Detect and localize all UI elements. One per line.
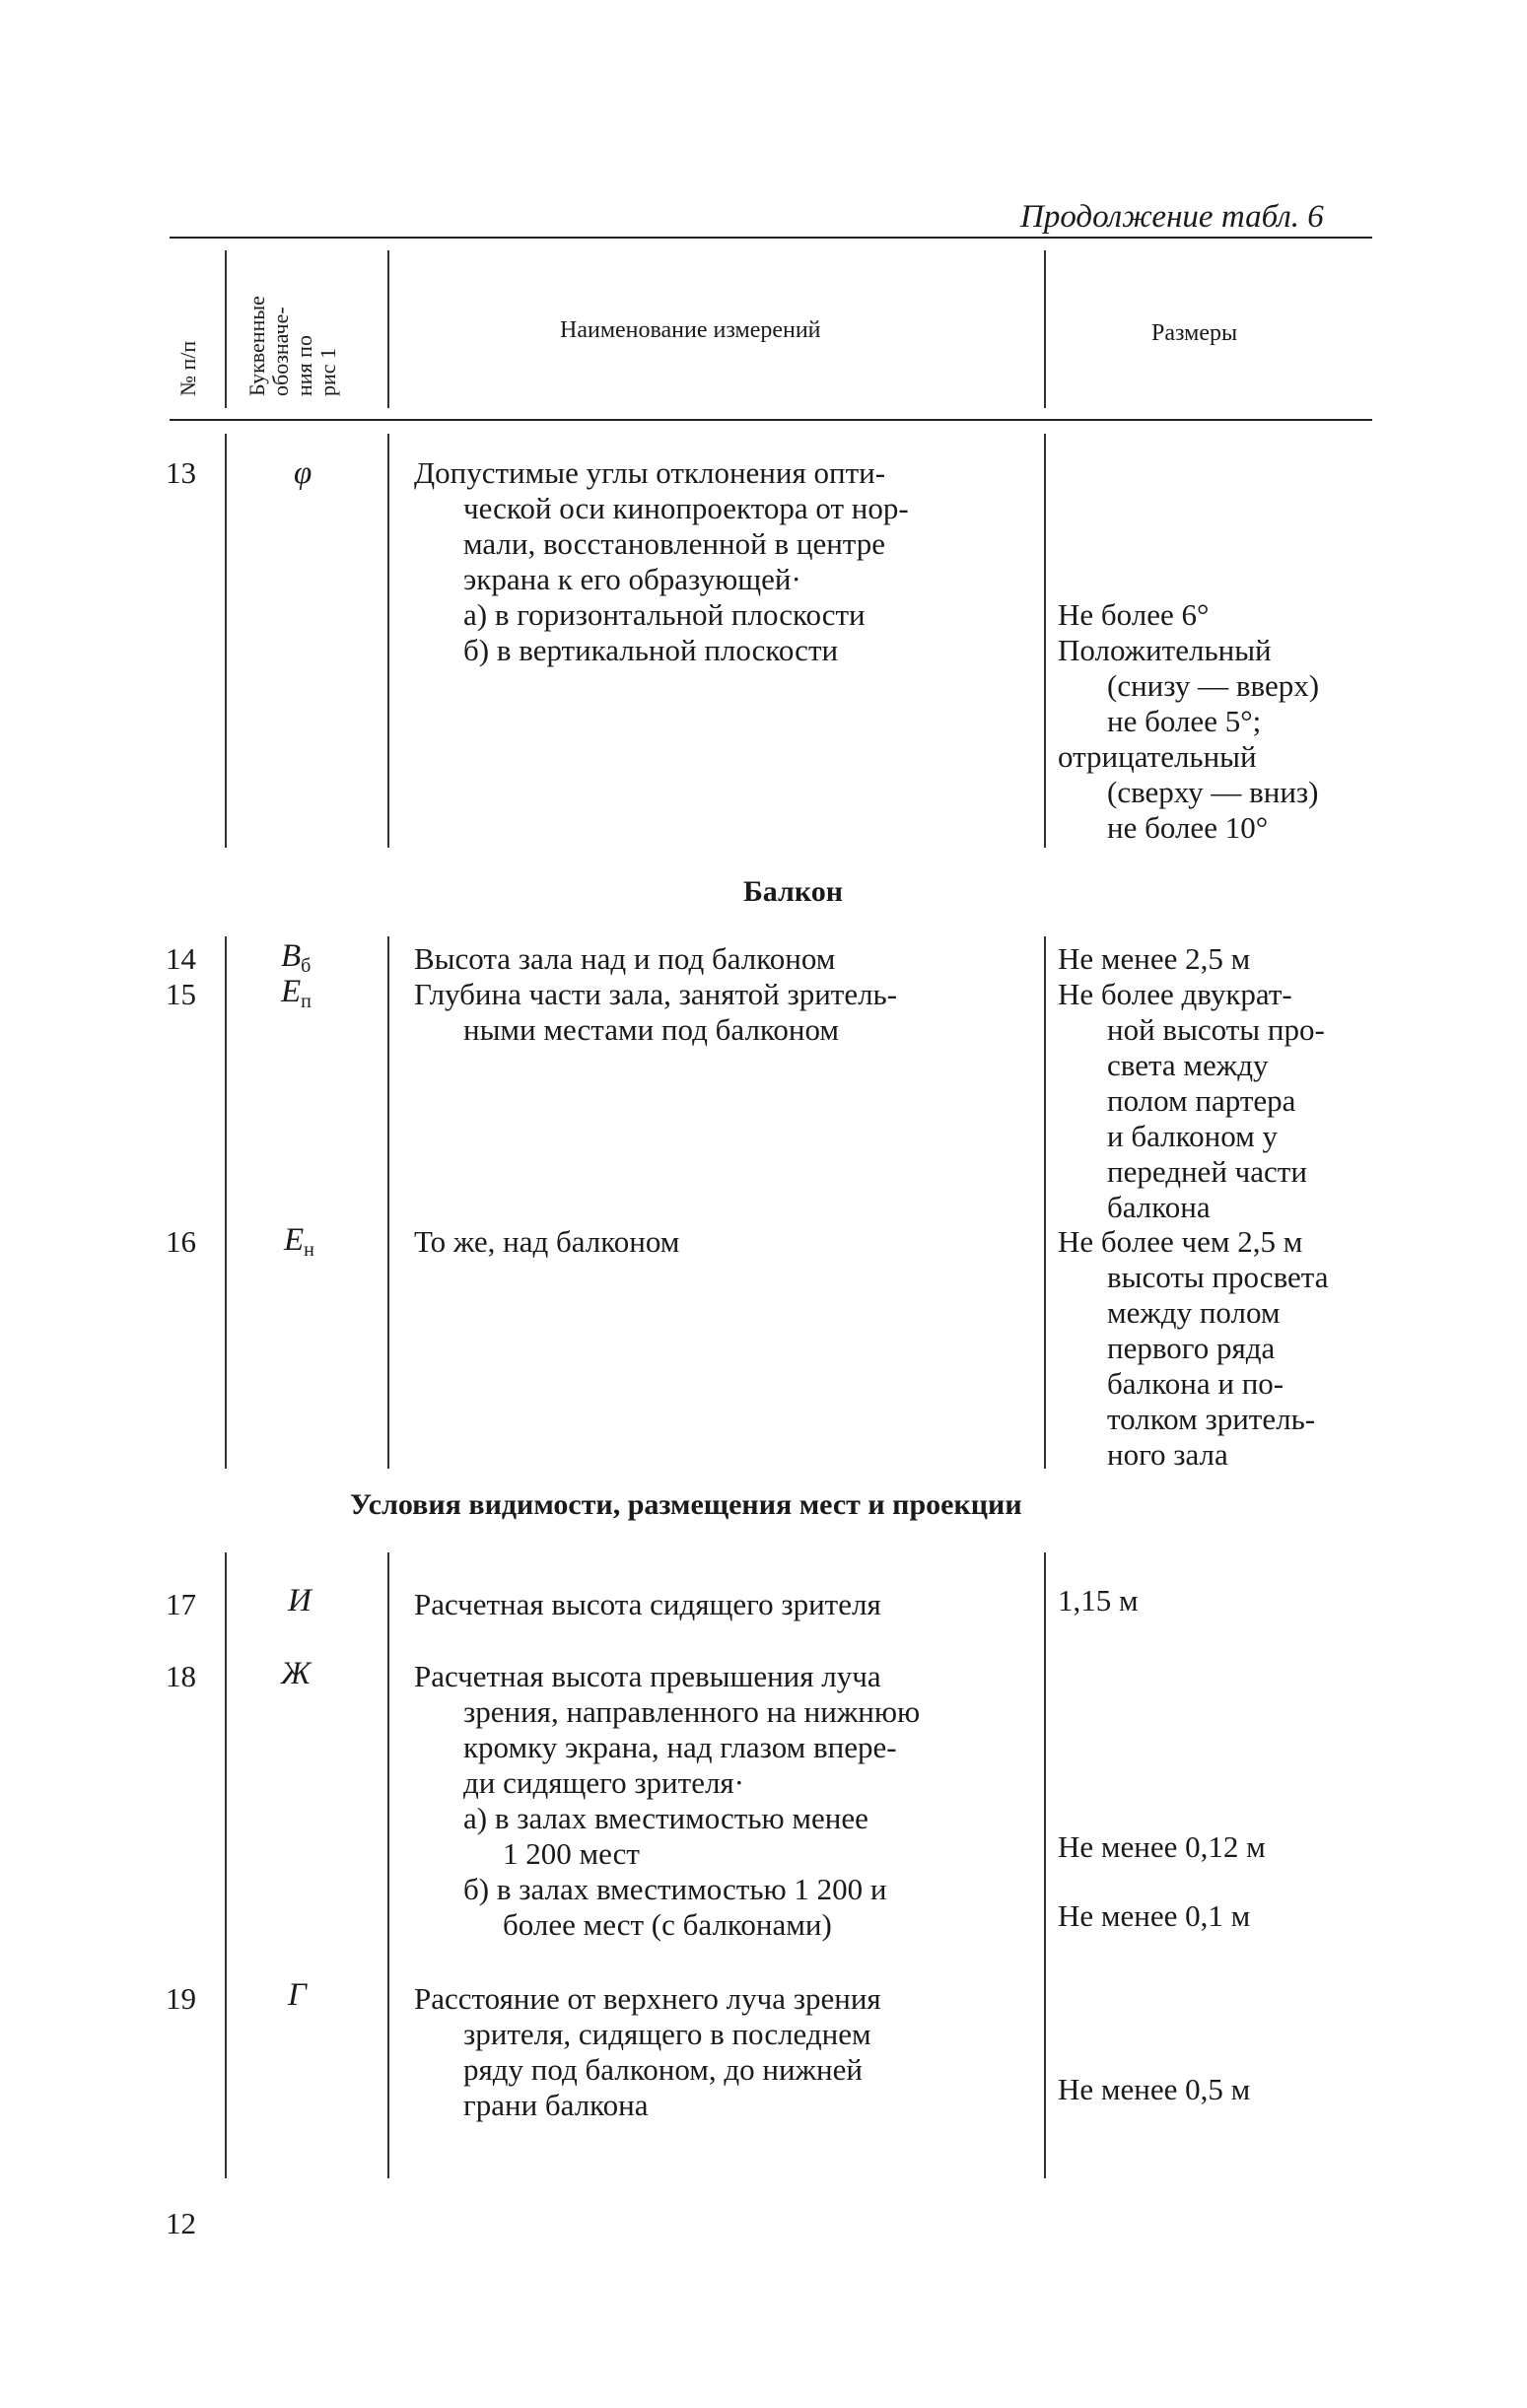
symbol-subscript: н xyxy=(304,1239,314,1261)
row-number: 19 xyxy=(166,1981,196,2016)
name-line: ряду под балконом, до нижней xyxy=(463,2052,863,2087)
row-size xyxy=(1058,1224,1328,1473)
size-line: (сверху — вниз) xyxy=(1107,775,1319,809)
size-line: света между xyxy=(1107,1048,1269,1082)
row-number: 17 xyxy=(166,1587,196,1621)
symbol-letter: В xyxy=(281,938,302,974)
size-line: балкона и по- xyxy=(1107,1366,1284,1401)
name-line: более мест (с балконами) xyxy=(503,1907,832,1942)
row-symbol: Г xyxy=(288,1977,307,2013)
size-line: толком зритель- xyxy=(1107,1402,1316,1436)
size-line: Не более двукрат- xyxy=(1058,977,1292,1011)
name-line: кромку экрана, над глазом впере- xyxy=(463,1730,897,1764)
row-number: 13 xyxy=(166,455,196,490)
size-line: и балконом у xyxy=(1107,1119,1278,1153)
row-size xyxy=(1058,2072,1250,2107)
header-letter-line: Буквенные xyxy=(244,296,269,396)
section-title-balcony: Балкон xyxy=(742,875,844,908)
size-line: не более 5°; xyxy=(1107,704,1262,738)
name-line: 1 200 мест xyxy=(503,1836,640,1871)
row-symbol: И xyxy=(288,1583,312,1618)
row-size xyxy=(1058,1829,1266,1865)
name-line: зрителя, сидящего в последнем xyxy=(463,2017,871,2051)
header-letter-line: рис 1 xyxy=(315,347,340,396)
row-symbol: φ xyxy=(294,455,312,491)
symbol-subscript: б xyxy=(301,955,312,977)
name-line: Расчетная высота превышения луча xyxy=(414,1659,881,1693)
size-line: Не менее 2,5 м xyxy=(1058,941,1251,976)
row-size xyxy=(1058,1583,1139,1618)
header-bottom-rule xyxy=(170,419,1372,421)
name-line: То же, над балконом xyxy=(414,1224,680,1259)
size-line: (снизу — вверх) xyxy=(1107,668,1320,703)
name-line: Расстояние от верхнего луча зрения xyxy=(414,1981,881,2016)
name-line: грани балкона xyxy=(463,2088,649,2122)
size-line: 1,15 м xyxy=(1058,1583,1139,1617)
row-number: 18 xyxy=(166,1659,196,1693)
name-line: б) в вертикальной плоскости xyxy=(463,633,839,667)
row-size xyxy=(1058,977,1325,1225)
header-size: Размеры xyxy=(1151,320,1238,346)
name-line: б) в залах вместимостью 1 200 и xyxy=(463,1872,887,1906)
column-divider xyxy=(387,1552,389,2178)
column-divider xyxy=(387,936,389,1469)
row-number: 14 xyxy=(166,941,196,976)
column-divider xyxy=(1044,936,1046,1469)
size-line: балкона xyxy=(1107,1190,1211,1224)
row-number: 15 xyxy=(166,977,196,1011)
header-divider xyxy=(225,250,227,408)
section-title-visibility: Условия видимости, размещения мест и проекции xyxy=(350,1488,1022,1521)
name-line: зрения, направленного на нижнюю xyxy=(463,1694,921,1729)
size-line: Не менее 0,1 м xyxy=(1058,1898,1251,1933)
name-line: а) в горизонтальной плоскости xyxy=(463,597,866,632)
row-size xyxy=(1058,597,1319,846)
column-divider xyxy=(1044,1552,1046,2178)
size-line: между полом xyxy=(1107,1295,1281,1330)
table-caption: Продолжение табл. 6 xyxy=(1020,199,1324,235)
name-line: ческой оси кинопроектора от нор- xyxy=(463,491,909,525)
page-number: 12 xyxy=(166,2206,196,2240)
name-line: экрана к его образующей· xyxy=(463,562,801,596)
size-line: Положительный xyxy=(1058,633,1272,667)
header-top-rule xyxy=(170,237,1372,239)
row-name xyxy=(414,977,1040,1048)
row-name xyxy=(414,1224,679,1260)
size-line: Не более чем 2,5 м xyxy=(1058,1224,1303,1259)
header-divider xyxy=(1044,250,1046,408)
name-line: Расчетная высота сидящего зрителя xyxy=(414,1587,881,1621)
size-line: не более 10° xyxy=(1107,810,1269,845)
symbol-letter: Е xyxy=(284,1222,305,1258)
header-name: Наименование измерений xyxy=(560,317,821,343)
column-divider xyxy=(225,936,227,1469)
row-size xyxy=(1058,1898,1250,1934)
row-name xyxy=(414,1587,881,1622)
name-line: Допустимые углы отклонения опти- xyxy=(414,455,886,490)
name-line: а) в залах вместимостью менее xyxy=(463,1801,868,1835)
row-number: 16 xyxy=(166,1224,196,1259)
name-line: Высота зала над и под балконом xyxy=(414,941,836,976)
row-symbol xyxy=(281,938,311,975)
symbol-letter: Е xyxy=(281,974,302,1009)
size-line: Не менее 0,5 м xyxy=(1058,2072,1251,2106)
size-line: передней части xyxy=(1107,1154,1307,1189)
size-line: Не менее 0,12 м xyxy=(1058,1829,1266,1864)
row-name xyxy=(414,941,1040,977)
size-line: высоты просвета xyxy=(1107,1260,1329,1294)
name-line: ди сидящего зрителя· xyxy=(463,1765,745,1800)
column-divider xyxy=(225,1552,227,2178)
row-symbol: Ж xyxy=(281,1656,312,1691)
header-num: № п/п xyxy=(175,340,200,396)
size-line: полом партера xyxy=(1107,1083,1296,1118)
header-divider xyxy=(387,250,389,408)
row-symbol xyxy=(284,1222,314,1259)
column-divider xyxy=(387,434,389,848)
size-line: Не более 6° xyxy=(1058,597,1210,632)
name-line: Глубина части зала, занятой зритель- xyxy=(414,977,898,1011)
row-name xyxy=(414,1659,1040,1943)
header-letter-line: ния по xyxy=(292,335,316,396)
name-line: ными местами под балконом xyxy=(463,1012,840,1047)
name-line: мали, восстановленной в центре xyxy=(463,526,885,561)
symbol-subscript: п xyxy=(301,991,312,1012)
header-letter-line: обозначе- xyxy=(268,307,293,396)
row-symbol xyxy=(281,974,312,1010)
row-name xyxy=(414,455,1040,668)
column-divider xyxy=(225,434,227,848)
size-line: отрицательный xyxy=(1058,739,1257,774)
size-line: первого ряда xyxy=(1107,1331,1276,1365)
size-line: ной высоты про- xyxy=(1107,1012,1325,1047)
column-divider xyxy=(1044,434,1046,848)
row-size xyxy=(1058,941,1250,977)
row-name xyxy=(414,1981,1040,2123)
size-line: ного зала xyxy=(1107,1437,1228,1472)
